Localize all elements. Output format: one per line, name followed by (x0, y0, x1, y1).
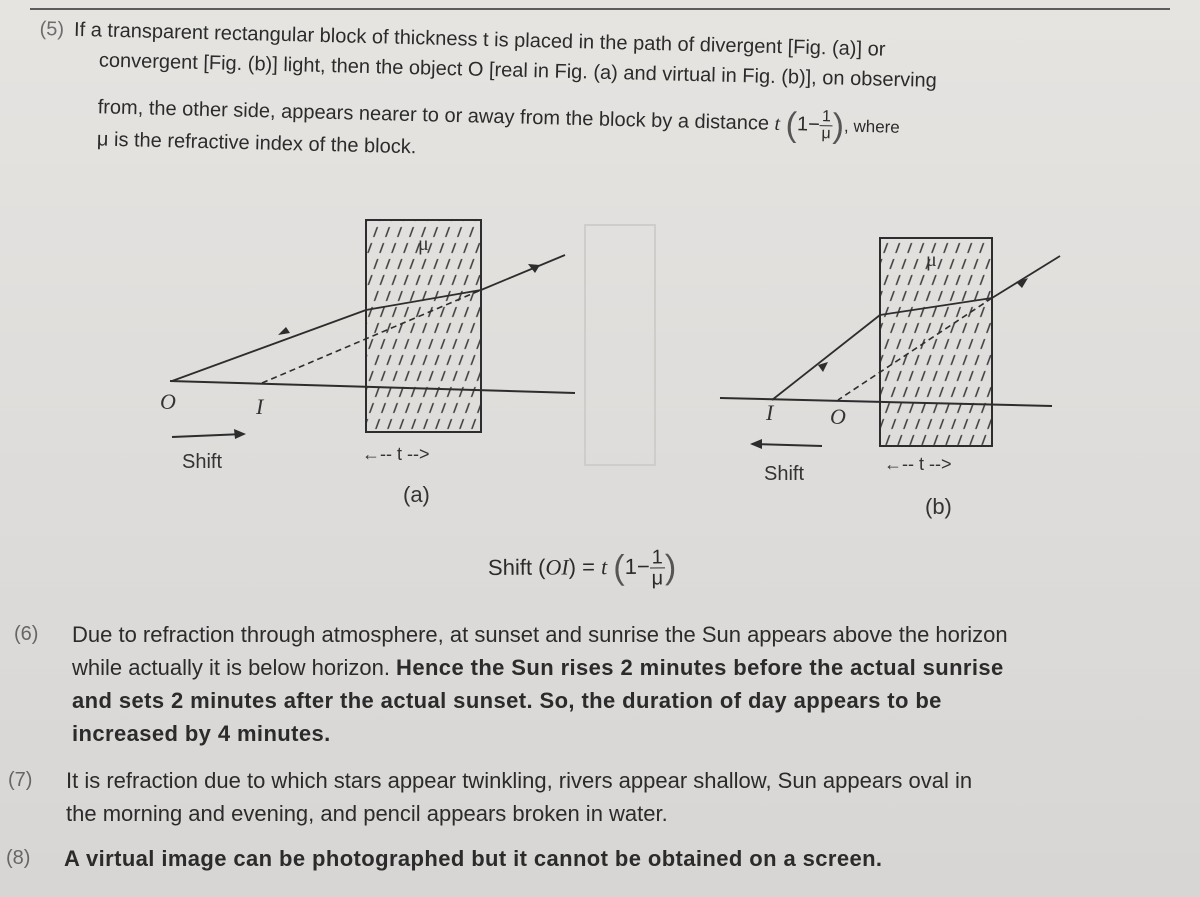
image-label-b: I (766, 400, 774, 425)
shift-formula: Shift (OI) = t (1− $\frac{1}{\mu}$ ) (487, 546, 677, 590)
item-5-line-3: from, the other side, appears nearer to or away from the block by a distance t (1− $\frac{1}{\mu}$ ), where (97, 96, 901, 146)
mu-label-b: μ (926, 249, 937, 271)
thickness-label-a: ←-- t --> (362, 444, 430, 464)
item-5-line-1: (5) If a transparent rectangular block of thickness t is placed in the path of divergent [Fig. (a)] or (39, 17, 886, 61)
arrowhead-a2 (528, 264, 540, 273)
shift-arrow-b (752, 444, 822, 446)
object-label-a: O (160, 389, 176, 414)
item-5-fraction: $\frac{1}{\mu}$ (821, 108, 832, 143)
item-6-line-2: while actually it is below horizon. Hence the Sun rises 2 minutes before the actual sunrise (72, 655, 1004, 680)
shift-label-a: Shift (182, 451, 223, 473)
item-5-number: (5) (39, 17, 65, 41)
item-6-line-4: increased by 4 minutes. (72, 721, 331, 746)
item-6-number: (6) (14, 623, 39, 645)
emergent-ray-b (772, 315, 880, 400)
shift-arrow-a (172, 434, 244, 437)
item-6-line-3: and sets 2 minutes after the actual sunset. So, the duration of day appears to be (72, 688, 942, 713)
figure-a (160, 220, 575, 507)
formula-fraction: $\frac{1}{\mu}$ (651, 546, 664, 590)
item-7-line-1: It is refraction due to which stars appear twinkling, rivers appear shallow, Sun appears oval in (66, 768, 973, 793)
item-6-line-1: Due to refraction through atmosphere, at sunset and sunrise the Sun appears above the horizon (72, 622, 1008, 647)
mu-label-a: μ (418, 233, 429, 255)
item-7-number: (7) (8, 769, 33, 791)
item-7-line-2: the morning and evening, and pencil appears broken in water. (66, 801, 668, 826)
incident-ray-a (172, 310, 366, 381)
item-8-number: (8) (6, 847, 31, 869)
shift-label-b: Shift (764, 463, 805, 485)
item-5-line-2: convergent [Fig. (b)] light, then the object O [real in Fig. (a) and virtual in Fig. (b)], on observing (98, 49, 938, 92)
object-label-b: O (830, 404, 846, 429)
item-7-paragraph (8, 764, 1198, 830)
image-label-a: I (256, 394, 264, 419)
item-5-line-4: μ is the refractive index of the block. (96, 128, 417, 159)
incident-ray-b (992, 256, 1060, 298)
thickness-label-b: ←-- t --> (884, 454, 952, 474)
arrowhead-a1 (278, 327, 290, 335)
figure-b (720, 238, 1060, 519)
caption-b: (b) (925, 494, 952, 519)
caption-a: (a) (403, 482, 430, 507)
emergent-ray-a (481, 255, 565, 290)
item-8-paragraph (6, 842, 1196, 878)
item-8-line-1: A virtual image can be photographed but it cannot be obtained on a screen. (64, 846, 883, 871)
item-6-paragraph (14, 618, 1194, 750)
